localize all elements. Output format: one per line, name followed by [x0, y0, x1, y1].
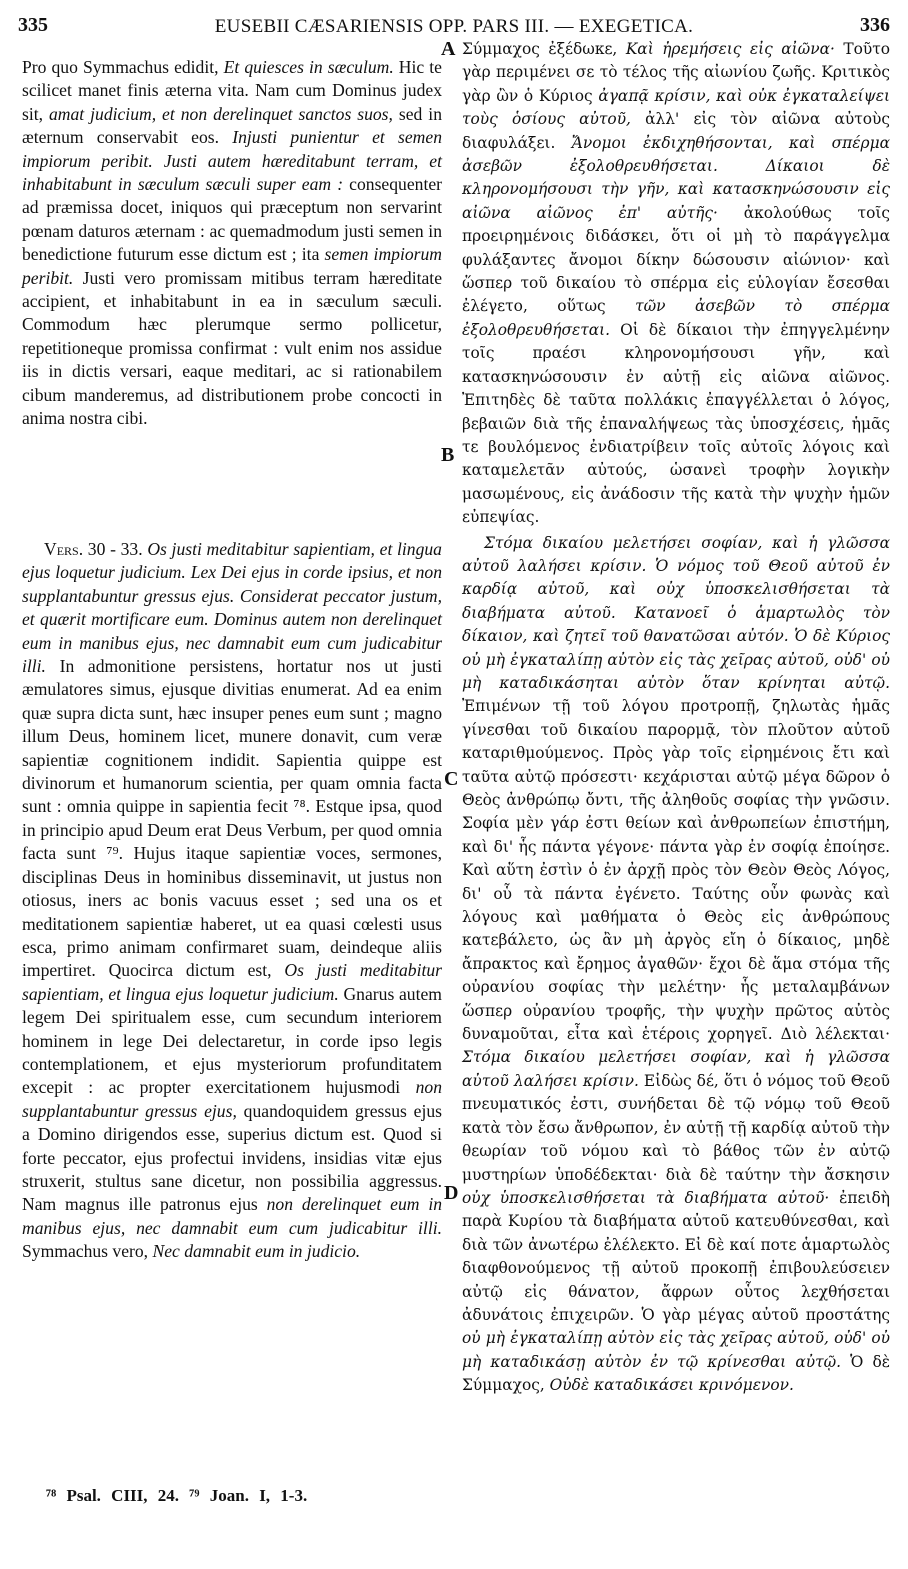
- text-run: ἐπειδὴ παρὰ Κυρίου τὰ διαβήματα αὐτοῦ κατευθύνεσθαι, καὶ διὰ τῶν ἀνωτέρω ἐλέλεκτο. Εἰ δὲ καί ποτε ἁμαρτωλὸς διαφθονούμενος τῇ αὐτοῦ προκοπῇ ἐπιβουλεύσειεν αὐτῷ εἰς θάνατον, ἄφρων οὗτος λεχθήσεται ἀδυνάτοις ἐπιχειρῶν. Ὁ γὰρ μέγας αὐτοῦ προστάτης: [462, 1188, 890, 1324]
- margin-marker-c: C: [444, 768, 459, 790]
- text-run: In admonitione persistens, hortatur nos ut justi æmulatores simus, ejusque divitias enumerat. Ad ea enim quæ supra dicta sunt, hæc insuper penes eum sunt ; magno illum Deus, hominem licet, munere donavit, cum veræ sapientiæ cognitionem indidit. Sapientia quippe est divinorum et humanorum scientia, per quam omnia facta sunt : omnia quippe in sapientia fecit ⁷⁸. Estque ipsa, quod in principio apud Deum erat Deus Verbum, per quod omnia facta sunt ⁷⁹. Hujus itaque sapientiæ voces, sermones, disciplinas Deus in hominibus disseminavit, ut justus non otiosus, iners ac bonis vacuus esset ; sed una os et meditationem sapientiæ haberet, ut ea quasi cœlesti usus esca, primo animam confirmaret suam, deindeque aliis impertiret. Quocirca dictum est,: [22, 656, 442, 981]
- greek-column: [462, 38, 890, 1398]
- italic-text-run: Καὶ ἠρεμήσεις εἰς αἰῶνα·: [625, 40, 835, 58]
- text-run: consequenter ad præmissa docet, iniquos qui præceptum non servarint pœnam daturos æternam : ac quemadmodum justi semen in benedictione futurum esse dictum est ; ita: [22, 174, 443, 265]
- italic-text-run: Injusti punientur et semen impiorum peribit. Justi autem hæreditabunt terram, et inhabitabunt in sæculum sæculi super eam :: [22, 127, 442, 195]
- running-title: EUSEBII CÆSARIENSIS OPP. PARS III. — EXEGETICA.: [214, 16, 694, 37]
- footnotes: ⁷⁸ Psal. CIII, 24. ⁷⁹ Joan. I, 1-3.: [46, 1486, 308, 1505]
- text-run: Τοῦτο γὰρ περιμένει σε τὸ τέλος τῆς αἰωνίου ζωῆς. Κριτικὸς γὰρ ὢν ὁ Κύριος: [462, 40, 890, 105]
- latin-column-bottom: [22, 538, 442, 1264]
- greek-paragraph-1: [462, 38, 890, 530]
- italic-text-run: ἀγαπᾷ κρίσιν, καὶ οὐκ ἐγκαταλείψει τοὺς ὁσίους αὐτοῦ,: [462, 86, 890, 129]
- text-run: sed in æternum conservabit eos.: [22, 103, 442, 148]
- text-run: ἀκολούθως τοῖς προειρημένοις διδάσκει, ὅτι οἱ μὴ τὸ παράγγελμα φυλάξαντες ἄνομοι δίκην δώσουσιν αἰώνιον· καὶ ὥσπερ τοῦ δικαίου τὸ σπέρμα εἰς εὐλογίαν ἔσεσθαι ἐλέγετο, οὕτως: [462, 203, 890, 316]
- text-run: Hic te scilicet manet finis æterna vita. Nam cum Dominus judex sit,: [22, 57, 442, 124]
- italic-text-run: non derelinquet eum in manibus ejus, nec damnabit eum cum judicabitur illi.: [22, 1194, 443, 1238]
- latin-paragraph-2: [22, 538, 442, 1264]
- greek-paragraph-2: [462, 532, 890, 1398]
- margin-marker-a: A: [441, 38, 456, 60]
- page-number-right: 336: [860, 14, 890, 36]
- italic-text-run: Nec damnabit eum in judicio.: [152, 1241, 361, 1262]
- italic-text-run: Et quiesces in sæculum.: [223, 57, 394, 77]
- verse-label: Vers. 30 - 33.: [44, 539, 143, 559]
- running-header: [18, 14, 890, 40]
- text-run: Justi vero promissam mitibus terram hæreditate accipient, et inhabitabunt in ea in sæculum sæculi. Commodum hæc plerumque sermo pollicetur, repetitioneque promissa confirmat : vult enim nos assidue iis in dictis versari, eaque meditari, ac si rationabilem cibum manderemus, ad distributionem probe concocti in anima nostra cibi.: [22, 267, 442, 429]
- text-run: Οἱ δὲ δίκαιοι τὴν ἐπηγγελμένην τοῖς πραέσι κληρονομήσουσι γῆν, καὶ κατασκηνώσουσιν ἐν αὐτῇ εἰς αἰῶνα αἰῶνος. Ἐπιτηδὲς δὲ ταῦτα πολλάκις ἐπαγγέλλεται ὁ λόγος, βεβαιῶν διὰ τῆς ἐπαναλήψεως τὰς ὑποσχέσεις, ἡμᾶς τε βουλόμενος ἐνδιατρίβειν τοῖς αὐτοῖς λόγοις καὶ καταμελετᾶν αὐτούς, ὡσανεὶ τροφὴν λογικὴν μασωμένους, εἰς ἀνάδοσιν τῆς κατὰ τὴν ψυχὴν ἡμῶν εὐπεψίας.: [462, 320, 890, 527]
- text-run: Symmachus vero,: [22, 1241, 153, 1262]
- text-run: Ἐπιμένων τῇ τοῦ λόγου προτροπῇ, ζηλωτὰς ἡμᾶς γίνεσθαι τοῦ δικαίου παρορμᾷ, τὸν πλοῦτον αὐτοῦ καταριθμούμενος. Πρὸς γὰρ τοῖς εἰρημένοις ἔτι καὶ ταῦτα αὐτῷ πρόσεστι· κεχάρισται αὐτῷ μέγα δῶρον ὁ Θεὸς ἀνθρώπῳ ὄντι, τῆς ἀληθοῦς σοφίας τὴν γνῶσιν. Σοφία μὲν γάρ ἐστι θείων καὶ ἀνθρωπείων ἐπιστήμη, καὶ δι' ἧς πάντα γέγονε· πάντα γὰρ ἐν σοφίᾳ ἐποίησε. Καὶ αὕτη ἐστὶν ὁ ἐν ἀρχῇ πρὸς τὸν Θεὸν Θεὸς Λόγος, δι' οὗ τὰ πάντα ἐγένετο. Ταύτης οὖν φωνὰς καὶ λόγους καὶ μαθήματα ὁ Θεὸς εἰς ἀνθρώπους κατεβάλετο, ὡς ἂν μὴ ἀργὸς εἴη ὁ δίκαιος, μηδὲ ἄπρακτος καὶ ἔρημος ἀγαθῶν· ἔχοι δὲ ἅμα στόμα τῆς οὐρανίου σοφίας τὴν μελέτην· ἧς μεταλαμβάνων ὥσπερ οὐρανίου τροφῆς, τὴν ψυχὴν πρῶτος αὐτὸς δυναμοῦται, εἶτα καὶ ἑτέροις χορηγεῖ. Διὸ λέλεκται·: [462, 697, 890, 1044]
- italic-text-run: non supplantabuntur gressus ejus,: [22, 1077, 442, 1121]
- italic-text-run: Στόμα δικαίου μελετήσει σοφίαν, καὶ ἡ γλῶσσα αὐτοῦ λαλήσει κρίσιν. Ὁ νόμος τοῦ Θεοῦ αὐτοῦ ἐν καρδίᾳ αὐτοῦ, καὶ οὐχ ὑποσκελισθήσεται τὰ διαβήματα αὐτοῦ. Κατανοεῖ ὁ ἁμαρτωλὸς τὸν δίκαιον, καὶ ζητεῖ τοῦ θανατῶσαι αὐτόν. Ὁ δὲ Κύριος οὐ μὴ ἐγκαταλίπῃ αὐτὸν εἰς τὰς χεῖρας αὐτοῦ, οὐδ' οὐ μὴ καταδικάσηται αὐτὸν ὅταν κρίνηται αὐτῷ.: [462, 533, 890, 692]
- page-number-left: 335: [18, 14, 48, 36]
- italic-text-run: semen impiorum peribit.: [22, 244, 442, 288]
- italic-text-run: Ἄνομοι ἐκδιχηθήσονται, καὶ σπέρμα ἀσεβῶν ἐξολοθρευθήσεται. Δίκαιοι δὲ κληρονομήσουσι τὴν γῆν, καὶ κατασκηνώσουσιν εἰς αἰῶνα αἰῶνος ἐπ' αὐτῆς·: [462, 133, 891, 222]
- italic-text-run: οὐ μὴ ἐγκαταλίπῃ αὐτὸν εἰς τὰς χεῖρας αὐτοῦ, οὐδ' οὐ μὴ καταδικάσῃ αὐτὸν ἐν τῷ κρίνεσθαι αὐτῷ.: [462, 1329, 890, 1371]
- latin-paragraph-2-body: [22, 539, 442, 1261]
- italic-text-run: Os justi meditabitur sapientiam, et lingua ejus loquetur judicium.: [22, 960, 442, 1004]
- italic-text-run: τῶν ἀσεβῶν τὸ σπέρμα ἐξολοθρευθήσεται.: [462, 297, 891, 339]
- text-run: Ὁ δὲ Σύμμαχος,: [462, 1352, 890, 1395]
- text-run: Gnarus autem legem Dei spiritualem esse, cum secundum interiorem hominem in lege Dei delectaretur, in corde ipso legis contemplationem, et ejus mysteriorum profunditatem excepit : ac propter exercitationem hujusmodi: [22, 983, 442, 1098]
- italic-text-run: Οὐδὲ καταδικάσει κρινόμενον.: [549, 1376, 794, 1395]
- latin-paragraph-1: [22, 56, 442, 431]
- italic-text-run: amat judicium, et non derelinquet sanctos suos,: [48, 103, 393, 124]
- text-run: quandoquidem gressus ejus a Domino dirigendos esse, superius dictum est. Quod si forte peccator, ejus profectui invidens, insidias vitæ ejus struxerit, stultus sane dicetur, non possibilia aggressus. Nam magnus ille patronus ejus: [22, 1100, 443, 1215]
- italic-text-run: Os justi meditabitur sapientiam, et lingua ejus loquetur judicium. Lex Dei ejus in corde ipsius, et non supplantabuntur gressus ejus. Considerat peccator justum, et quærit mortificare eum. Dominus autem non derelinquet eum in manibus ejus, nec damnabit eum cum judicabitur illi.: [22, 539, 442, 677]
- margin-marker-b: B: [441, 444, 455, 466]
- text-run: ἀλλ' εἰς τὸν αἰῶνα αὐτοὺς διαφυλάξει.: [462, 110, 890, 152]
- text-run: Σύμμαχος ἐξέδωκε,: [462, 40, 626, 58]
- text-run: Pro quo Symmachus edidit,: [22, 57, 224, 77]
- margin-marker-d: D: [444, 1182, 459, 1204]
- italic-text-run: Στόμα δικαίου μελετήσει σοφίαν, καὶ ἡ γλῶσσα αὐτοῦ λαλήσει κρίσιν.: [462, 1048, 890, 1090]
- text-run: Εἰδὼς δέ, ὅτι ὁ νόμος τοῦ Θεοῦ πνευματικός ἐστι, συνήδεται δὲ τῷ νόμῳ τοῦ Θεοῦ κατὰ τὸν ἔσω ἄνθρωπον, ἐν αὐτῇ τῇ καρδίᾳ αὐτοῦ τὴν θεωρίαν τοῦ νόμου καὶ τὸ βάθος τῶν ἐν αὐτῷ μυστηρίων ὑποδέδεκται· διὰ δὲ ταύτην τὴν ἄσκησιν: [462, 1071, 890, 1184]
- latin-column-top: [22, 56, 442, 431]
- italic-text-run: οὐχ ὑποσκελισθήσεται τὰ διαβήματα αὐτοῦ·: [462, 1188, 830, 1207]
